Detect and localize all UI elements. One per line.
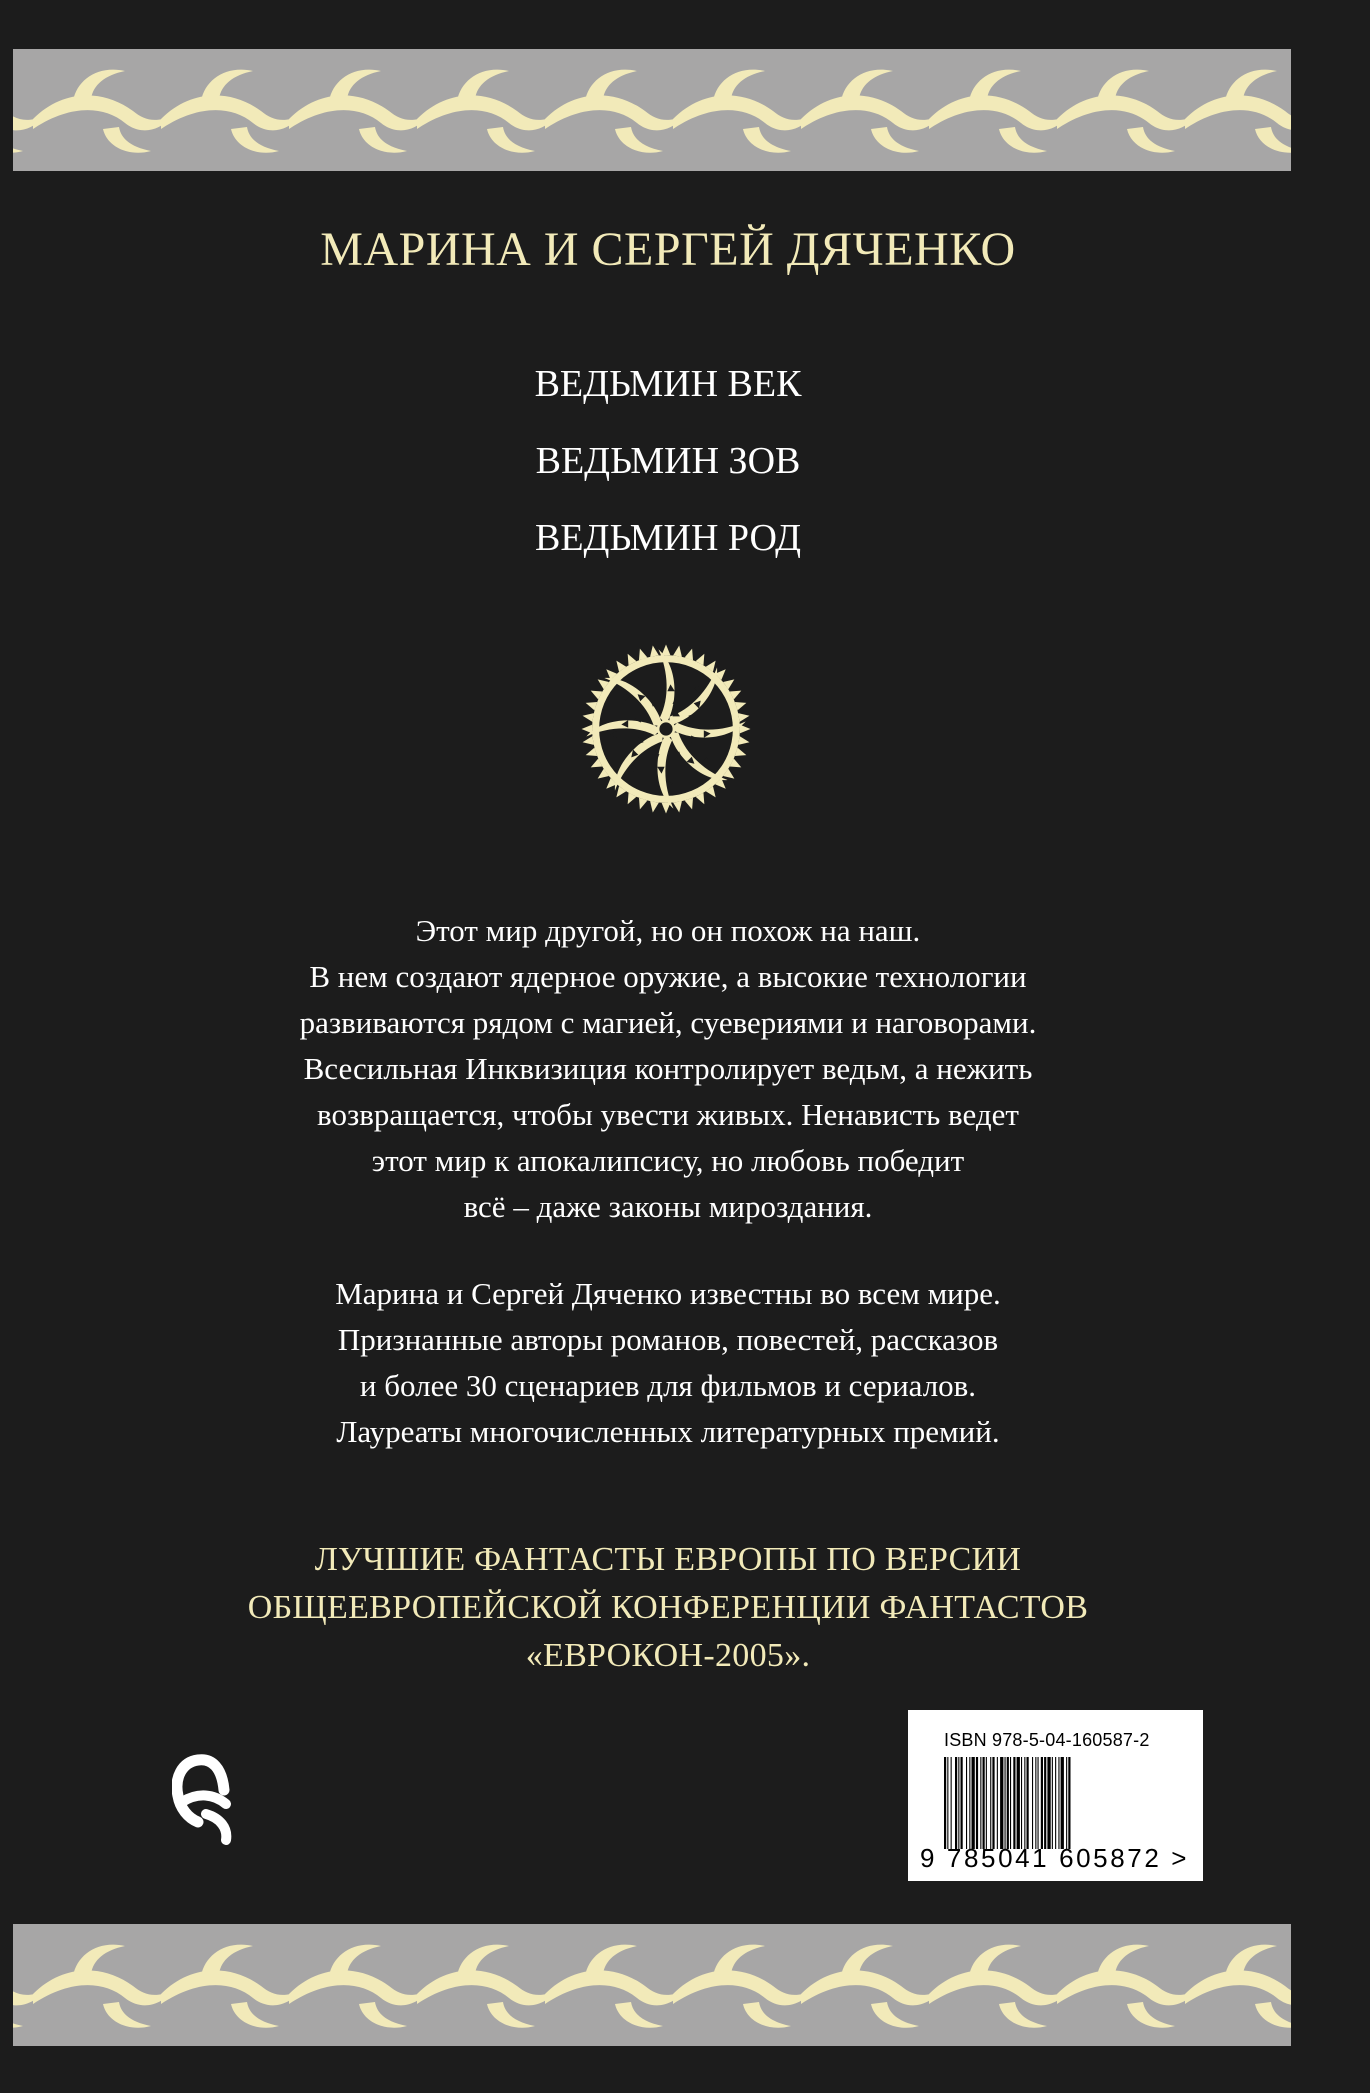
- about-line: и более 30 сценариев для фильмов и сериалов.: [359, 1368, 977, 1403]
- ornament-top-svg: [13, 49, 1291, 171]
- award-statement: [0, 1536, 1336, 1680]
- about-line: Марина и Сергей Дяченко известны во всем мире.: [335, 1276, 1001, 1311]
- about-line: Признанные авторы романов, повестей, рассказов: [337, 1322, 999, 1357]
- series-title-3: ВЕДЬМИН РОД: [534, 517, 802, 559]
- blurb-description: [0, 908, 1336, 1230]
- blurb-line: этот мир к апокалипсису, но любовь победит: [371, 1143, 965, 1178]
- barcode-digits: 9 785041 605872 >: [920, 1843, 1190, 1873]
- sun-wheel-emblem-icon: [578, 641, 754, 817]
- series-list: [0, 346, 1336, 577]
- eksmo-logo-icon: [172, 1752, 232, 1846]
- blurb-line: Этот мир другой, но он похож на наш.: [415, 913, 921, 948]
- isbn-label: ISBN 978-5-04-160587-2: [944, 1730, 1150, 1750]
- author-name: МАРИНА И СЕРГЕЙ ДЯЧЕНКО: [320, 223, 1016, 276]
- blurb-line: В нем создают ядерное оружие, а высокие технологии: [309, 959, 1027, 994]
- series-title-1: ВЕДЬМИН ВЕК: [534, 363, 802, 405]
- award-line: ЛУЧШИЕ ФАНТАСТЫ ЕВРОПЫ ПО ВЕРСИИ: [314, 1541, 1022, 1578]
- isbn-barcode: [908, 1710, 1203, 1881]
- about-authors: [0, 1271, 1336, 1455]
- about-line: Лауреаты многочисленных литературных премий.: [336, 1414, 1000, 1449]
- series-title-2: ВЕДЬМИН ЗОВ: [535, 440, 801, 482]
- barcode-bars: [944, 1757, 1174, 1849]
- award-line: ОБЩЕЕВРОПЕЙСКОЙ КОНФЕРЕНЦИИ ФАНТАСТОВ: [247, 1589, 1089, 1626]
- ornament-band-bottom: [13, 1924, 1291, 2046]
- blurb-line: Всесильная Инквизиция контролирует ведьм, а нежить: [303, 1051, 1033, 1086]
- blurb-line: всё – даже законы мироздания.: [463, 1189, 873, 1224]
- ornament-band-top: [13, 49, 1291, 171]
- award-line: «ЕВРОКОН-2005».: [525, 1637, 811, 1674]
- ornament-bottom-svg: [13, 1924, 1291, 2046]
- blurb-line: развиваются рядом с магией, суевериями и наговорами.: [299, 1005, 1037, 1040]
- blurb-line: возвращается, чтобы увести живых. Ненависть ведет: [317, 1097, 1019, 1132]
